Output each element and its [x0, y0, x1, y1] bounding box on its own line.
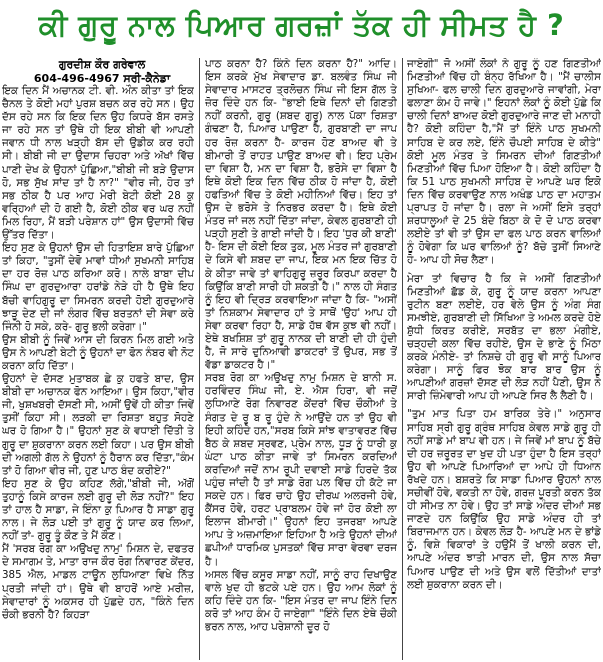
- byline: [32, 58, 172, 85]
- paragraph: ਮੇਰਾ ਤਾਂ ਵਿਚਾਰ ਹੈ ਕਿ ਜੇ ਅਸੀਂ ਗਿਣਤੀਆਂ ਮਿਣਤੀਆਂ ਛੱਡ ਕੇ, ਗੁਰੂ ਨੂੰ ਯਾਦ ਕਰਨਾ ਆਪਣਾ ਰੁਟੀਨ ਬਣਾ ਲਈਏ, ਹਰ ਵੇਲੇ ਉਸ ਨੂੰ ਅੰਗ ਸੰਗ ਸਮਝੀਏ, ਗੁਰਬਾਣੀ ਦੀ ਸਿੱਖਿਆ ਤੇ ਅਮਲ ਕਰਦੇ ਹੋਏ ਸ਼ੁੱਧੀ ਕਿਰਤ ਕਰੀਏ, ਸਰਬੱਤ ਦਾ ਭਲਾ ਮੰਗੀਏ, ਚੜ੍ਹਦੀ ਕਲਾ ਵਿੱਚ ਰਹੀਏ, ਉਸ ਦੇ ਭਾਣੇ ਨੂੰ ਮਿੱਠਾ ਕਰਕੇ ਮੰਨੀਏ- ਤਾਂ ਨਿਸ਼ਚੇ ਹੀ ਗੁਰੂ ਵੀ ਸਾਨੂੰ ਪਿਆਰ ਕਰੇਗਾ। ਸਾਨੂੰ ਫਿਰ ਝੋਕ ਬਾਰ ਬਾਰ ਉਸ ਨੂੰ ਆਪਣੀਆਂ ਗਰਜ਼ਾਂ ਦੱਸਣ ਦੀ ਲੋੜ ਨਹੀਂ ਪੈਣੀ, ਉਸ ਨੇ ਸਾਰੀ ਜ਼ਿੰਮੇਵਾਰੀ ਆਪ ਹੀ ਆਪਣੇ ਸਿਰ ਲੈ ਲੈਣੀ ਹੈ।: [407, 272, 601, 403]
- paragraph: ਅਸਲ ਵਿੱਚ ਕਸੂਰ ਸਾਡਾ ਨਹੀਂ, ਸਾਨੂੰ ਰਾਹ ਦਿਖਾਉਣ ਵਾਲੇ ਖੁਦ ਹੀ ਭਟਕੇ ਪਏ ਹਨ। ਉਹ ਆਮ ਲੋਕਾਂ ਨੂੰ ਕਹਿ ਦਿੰਦੇ ਹਨ ਕਿ- "ਇਸ ਮੰਤਰ ਦਾ ਜਾਪ ਇੰਨੇ ਦਿਨ ਕਰੋ ਤਾਂ ਆਹ ਕੰਮ ਹੋ ਜਾਏਗਾ" "ਇੰਨੇ ਦਿਨ ਏਥੇ ਚੌਕੀ ਭਰਨ ਨਾਲ, ਆਹ ਪਰੇਸ਼ਾਨੀ ਦੂਰ ਹੋ: [205, 568, 397, 634]
- column-3: [407, 58, 601, 660]
- paragraph: ਪਾਠ ਕਰਨਾ ਹੈ? ਕਿੰਨੇ ਦਿਨ ਕਰਨਾ ਹੈ?" ਆਦਿ। ਇਸ ਕਰਕੇ ਮੁੱਖ ਸੇਵਾਦਾਰ ਡਾ. ਬਲਵੰਤ ਸਿੰਘ ਜੀ ਸੇਵਾਦਾਰ ਮਾਸਟਰ ਤ੍ਰਲੋਚਨ ਸਿੰਘ ਜੀ ਇਸ ਗੱਲ ਤੇ ਜ਼ੋਰ ਦਿੰਦੇ ਹਨ ਕਿ- "ਭਾਈ ਇਥੇ ਦਿਨਾਂ ਦੀ ਗਿਣਤੀ ਨਹੀਂ ਕਰਨੀ, ਗੁਰੂ (ਸ਼ਬਦ ਗੁਰੂ) ਨਾਲ ਪੱਕਾ ਰਿਸ਼ਤਾ ਗੰਢਣਾ ਹੈ, ਪਿਆਰ ਪਾਉਣਾ ਹੈ, ਗੁਰਬਾਣੀ ਦਾ ਜਾਪ ਹਰ ਰੋਜ਼ ਕਰਨਾ ਹੈ- ਕਾਰਜ ਹੋਣ ਬਾਅਦ ਵੀ ਤੇ ਬੀਮਾਰੀ ਤੋਂ ਰਾਹਤ ਪਾਉਣ ਬਾਅਦ ਵੀ। ਇਹ ਪ੍ਰੇਮ ਦਾ ਵਿਸ਼ਾ ਹੈ, ਮਨ ਦਾ ਵਿਸ਼ਾ ਹੈ, ਭਰੋਸੇ ਦਾ ਵਿਸ਼ਾ ਹੈ ਇਥੇ ਕੋਈ ਇਕ ਦਿਨ ਵਿੱਚ ਠੀਕ ਹੋ ਜਾਂਦਾ ਹੈ, ਕੋਈ ਹਫਤਿਆਂ ਵਿੱਚ ਤੇ ਕੋਈ ਮਹੀਨਿਆਂ ਵਿੱਚ। ਇਹ ਤਾਂ ਉਸ ਦੇ ਭਰੋਸੇ ਤੇ ਨਿਰਭਰ ਕਰਦਾ ਹੈ। ਇਥੇ ਕੋਈ ਮੰਤਰ ਜਾਂ ਜਲ ਨਹੀਂ ਦਿੱਤਾ ਜਾਂਦਾ, ਕੇਵਲ ਗੁਰਬਾਣੀ ਹੀ ਪੜ੍ਹੀ ਸੁਣੀ ਤੇ ਗਾਈ ਜਾਂਦੀ ਹੈ। ਇਹ 'ਧੁਰ ਕੀ ਬਾਣੀ' ਹੈ- ਇਸ ਦੀ ਕੋਈ ਇਕ ਤੁਕ, ਮੂਲ ਮੰਤਰ ਜਾਂ ਗੁਰਬਾਣੀ ਦੇ ਕਿਸੇ ਵੀ ਸ਼ਬਦ ਦਾ ਜਾਪ, ਇਕ ਮਨ ਇਕ ਚਿੱਤ ਹੋ ਕੇ ਕੀਤਾ ਜਾਵੇ ਤਾਂ ਵਾਹਿਗੁਰੂ ਜ਼ਰੂਰ ਕਿਰਪਾ ਕਰਦਾ ਹੈ ਕਿਉਂਕਿ ਬਾਣੀ ਸਾਰੀ ਹੀ ਸ਼ਕਤੀ ਹੈ।" ਨਾਲ ਹੀ ਸੰਗਤ ਨੂੰ ਇਹ ਵੀ ਦ੍ਰਿੜ ਕਰਵਾਇਆ ਜਾਂਦਾ ਹੈ ਕਿ- "ਅਸੀਂ ਤਾਂ ਨਿਸ਼ਕਾਮ ਸੇਵਾਦਾਰ ਹਾਂ ਤੇ ਸਾਥੋਂ 'ਉਹ' ਆਪ ਹੀ ਸੇਵਾ ਕਰਵਾ ਰਿਹਾ ਹੈ, ਸਾਡੇ ਹੱਥ ਵੱਸ ਕੁਝ ਵੀ ਨਹੀਂ। ਏਥੇ ਬਖਸ਼ਿਸ਼ ਤਾਂ ਗੁਰੂ ਨਾਨਕ ਦੀ ਬਾਣੀ ਦੀ ਹੀ ਹੁੰਦੀ ਹੈ, ਜੋ ਸਾਰੇ ਦੁਨਿਆਵੀ ਡਾਕਟਰਾਂ ਤੋਂ ਉਪਰ, ਸਭ ਤੋਂ ਵੱਡਾ ਡਾਕਟਰ ਹੈ।": [205, 58, 397, 372]
- paragraph: ਉਸ ਬੀਬੀ ਨੂੰ ਜਿਵੇਂ ਆਸ ਦੀ ਕਿਰਨ ਮਿਲ ਗਈ ਅਤੇ ਉਸ ਨੇ ਆਪਣੀ ਬੇਟੀ ਨੂੰ ਉਹਨਾਂ ਦਾ ਫੋਨ ਨੰਬਰ ਵੀ ਨੋਟ ਕਰਨਾ ਕਹਿ ਦਿੱਤਾ।: [2, 333, 194, 372]
- article-headline: ਕੀ ਗੁਰੂ ਨਾਲ ਪਿਆਰ ਗਰਜ਼ਾਂ ਤੱਕ ਹੀ ਸੀਮਤ ਹੈ ?: [38, 8, 565, 42]
- byline-phone: 604-496-4967 ਸਰੀ-ਕੈਨੇਡਾ: [33, 71, 171, 85]
- paragraph: ਉਹਨਾਂ ਦੇ ਦੱਸਣ ਮੁਤਾਬਕ ਛੇ ਕੁ ਹਫਤੇ ਬਾਦ, ਉਸ ਬੀਬੀ ਦਾ ਅਚਾਨਕ ਫੋਨ ਆਇਆ। ਉਸ ਕਿਹਾ,"ਵੀਰ ਜੀ, ਖੁਸ਼ਖਬਰੀ ਦੱਸਣੀ ਸੀ, ਅਸੀਂ ਉਵੇਂ ਹੀ ਕੀਤਾ ਜਿਵੇਂ ਤੁਸੀਂ ਕਿਹਾ ਸੀ। ਲੜਕੀ ਦਾ ਰਿਸ਼ਤਾ ਬਹੁਤ ਸੋਹਣੇ ਘਰ ਹੋ ਗਿਆ ਹੈ।" ਉਹਨਾਂ ਸੁਣ ਕੇ ਵਧਾਈ ਦਿੱਤੀ ਤੇ ਗੁਰੂ ਦਾ ਸ਼ੁਕਰਾਨਾ ਕਰਨ ਲਈ ਕਿਹਾ। ਪਰ ਉਸ ਬੀਬੀ ਦੀ ਅਗਲੀ ਗੱਲ ਨੇ ਉਹਨਾਂ ਨੂੰ ਹੈਰਾਨ ਕਰ ਦਿੱਤਾ,"ਕੰਮ ਤਾਂ ਹੋ ਗਿਆ ਵੀਰ ਜੀ, ਹੁਣ ਪਾਠ ਬੰਦ ਕਰੀਏ?": [2, 373, 194, 477]
- column-divider: [402, 58, 403, 660]
- paragraph: ਮੈਂ 'ਸਰਬ ਰੋਗ ਕਾ ਅਉਖਦੁ ਨਾਮੁ' ਮਿਸ਼ਨ ਦੇ, ਦਫਤਰ ਦੇ ਸਮਾਗਮ ਤੇ, ਮਾਤਾ ਰਾਜ ਕੌਰ ਰੋਗ ਨਿਵਾਰਣ ਕੇਂਦਰ, 385 ਐਲ, ਮਾਡਲ ਟਾਊਨ ਲੁਧਿਆਣਾ ਵਿਖੇ ਨਿੱਤ ਪ੍ਰਤੀ ਜਾਂਦੀ ਹਾਂ। ਉਥੇ ਵੀ ਬਾਹਰੋਂ ਆਏ ਮਰੀਜ਼, ਸੇਵਾਦਾਰਾਂ ਨੂੰ ਅਕਸਰ ਹੀ ਪੁੱਛਦੇ ਹਨ, "ਕਿੰਨੇ ਦਿਨ ਚੌਕੀ ਭਰਨੀ ਹੈ? ਕਿਹੜਾ: [2, 543, 194, 621]
- paragraph: ਜਾਏਗੀ" ਜੋ ਅਸੀਂ ਲੋਕਾਂ ਨੇ ਗੁਰੂ ਨੂੰ ਹਣ ਗਿਣਤੀਆਂ ਮਿਣਤੀਆਂ ਵਿੱਚ ਹੀ ਬੰਨ੍ਹ ਰੱਖਿਆ ਹੈ। "ਮੈਂ ਚਾਲੀਸ ਸੁਖਿਆ- ਫਲ ਚਾਲੀ ਦਿਨ ਗੁਰਦੁਆਰੇ ਜਾਵਾਂਗੀ, ਮੇਰਾ ਫਲਾਣਾ ਕੰਮ ਹੋ ਜਾਵੇ।" ਇਹਨਾਂ ਲੋਕਾਂ ਨੂੰ ਕੋਈ ਪੁੱਛੇ ਕਿ ਚਾਲੀ ਦਿਨਾਂ ਬਾਅਦ ਕੋਈ ਗੁਰਦੁਆਰੇ ਜਾਣ ਦੀ ਮਨਾਹੀ ਹੈ? ਕੋਈ ਕਹਿੰਦਾ ਹੈ,"ਮੈਂ ਤਾਂ ਇੰਨੇ ਪਾਠ ਸੁਖਮਨੀ ਸਾਹਿਬ ਦੇ ਕਰ ਲਏ, ਇੰਨੇ ਚੌਪਈ ਸਾਹਿਬ ਦੇ ਕੀਤੇ" ਕੋਈ ਮੂਲ ਮੰਤਰ ਤੇ ਸਿਮਰਨ ਦੀਆਂ ਗਿਣਤੀਆਂ ਮਿਣਤੀਆਂ ਵਿੱਚ ਪਿਆ ਹੋਇਆ ਹੈ। ਕੋਈ ਕਹਿੰਦਾ ਹੈ ਕਿ 51 ਪਾਠ ਸੁਖਮਨੀ ਸਾਹਿਬ ਦੇ ਆਪਣੇ ਘਰ ਇਕੋ ਦਿਨ ਵਿੱਚ ਕਰਵਾਉਣ ਨਾਲ ਅਖੰਡ ਪਾਠ ਦਾ ਮਹਾਤਮ ਪ੍ਰਾਪਤ ਹੋ ਜਾਂਦਾ ਹੈ। ਰਲਾ ਜੇ ਅਸੀਂ ਇਸੇ ਤਰ੍ਹਾਂ ਸ਼ਰਧਾਲੂਆਂ ਦੇ 25 ਬੰਦੇ ਬਿਠਾ ਕੇ ਦੋ ਦੋ ਪਾਠ ਕਰਵਾ ਲਈਏ ਤਾਂ ਵੀ ਤਾਂ ਉਸ ਦਾ ਫਲ ਪਾਠ ਕਰਨ ਵਾਲਿਆਂ ਨੂੰ ਹੋਵੇਗਾ ਕਿ ਘਰ ਵਾਲਿਆਂ ਨੂੰ? ਬੱਚੇ ਤੁਸੀਂ ਸਿਆਣੇ ਹੋ- ਆਪ ਹੀ ਸੋਚ ਲੈਣਾ।: [407, 58, 601, 267]
- byline-author: ਗੁਰਦੀਸ਼ ਕੌਰ ਗਰੇਵਾਲ: [58, 58, 146, 71]
- column-2: [205, 58, 397, 660]
- paragraph: ਇਹ ਸੁਣ ਕੇ ਉਹ ਕਹਿਣ ਲੱਗੇ,"ਬੀਬੀ ਜੀ, ਅੱਗੋਂ ਤੁਹਾਨੂੰ ਕਿਸੇ ਕਾਰਜ ਲਈ ਗੁਰੂ ਦੀ ਲੋੜ ਨਹੀਂ?" ਇਹ ਤਾਂ ਹਾਲ ਹੈ ਸਾਡਾ, ਜੇ ਇੰਨਾ ਕੁ ਪਿਆਰ ਹੈ ਸਾਡਾ ਗੁਰੂ ਨਾਲ। ਜੇ ਲੋੜ ਪਈ ਤਾਂ ਗੁਰੂ ਨੂੰ ਯਾਦ ਕਰ ਲਿਆ, ਨਹੀਂ ਤਾਂ- ਗੁਰੂ ਤੂੰ ਕੌਣ ਤੇ ਮੈਂ ਕੌਣ।: [2, 477, 194, 543]
- column-1: [2, 58, 194, 660]
- paragraph: ਇਹ ਸੁਣ ਕੇ ਉਹਨਾਂ ਉਸ ਦੀ ਹਿਤਾਇਸ਼ ਬਾਰੇ ਪੁੱਛਿਆ ਤਾਂ ਕਿਹਾ, "ਤੁਸੀਂ ਦੇਵੋ ਮਾਵਾਂ ਧੀਆਂ ਸੁਖਮਨੀ ਸਾਹਿਬ ਦਾ ਹਰ ਰੋਜ਼ ਪਾਠ ਕਰਿਆ ਕਰੋ। ਨਾਲੇ ਬਾਬਾ ਦੀਪ ਸਿੰਘ ਦਾ ਗੁਰਦੁਆਰਾ ਹਰਾਂਡੇ ਨੇੜੇ ਹੀ ਹੈ ਉਥੇ ਇਹ ਬੱਚੀ ਵਾਹਿਗੁਰੂ ਦਾ ਸਿਮਰਨ ਕਰਦੀ ਹੋਈ ਗੁਰਦੁਆਰੇ ਝਾੜੂ ਦੇਣ ਦੀ ਜਾਂ ਲੰਗਰ ਵਿੱਚ ਬਰਤਨਾਂ ਦੀ ਸੇਵਾ ਕਰੇ ਜਿੰਨੀ ਹੋ ਸਕੇ, ਕਰੇ- ਗੁਰੂ ਭਲੀ ਕਰੇਗਾ।": [2, 242, 194, 333]
- paragraph: "ਤੁਮ ਮਾਤ ਪਿਤਾ ਹਮ ਬਾਰਿਕ ਤੇਰੇ।" ਅਨੁਸਾਰ ਸਾਹਿਬ ਸ੍ਰੀ ਗੁਰੂ ਗ੍ਰੰਥ ਸਾਹਿਬ ਕੇਵਲ ਸਾਡੇ ਗੁਰੂ ਹੀ ਨਹੀਂ ਸਾਡੇ ਮਾਂ ਬਾਪ ਵੀ ਹਨ। ਜੇ ਜਿਵੇਂ ਮਾਂ ਬਾਪ ਨੂੰ ਬੱਚੇ ਦੀ ਹਰ ਜ਼ਰੂਰਤ ਦਾ ਖੁਦ ਹੀ ਪਤਾ ਹੁੰਦਾ ਹੈ ਇਸ ਤਰ੍ਹਾਂ ਉਹ ਵੀ ਆਪਣੇ ਪਿਆਰਿਆਂ ਦਾ ਆਪੇ ਹੀ ਧਿਆਨ ਰੱਖਦੇ ਹਨ। ਬਸ਼ਰਤੇ ਕਿ ਸਾਡਾ ਪਿਆਰ ਉਹਨਾਂ ਨਾਲ ਸਚੀਵੀਂ ਹੋਵੇ, ਵਕਤੀ ਨਾ ਹੋਵੇ, ਗਰਜ਼ ਪੂਰਤੀ ਕਰਨ ਤੱਕ ਹੀ ਸੀਮਤ ਨਾ ਹੋਵੇ। ਉਹ ਤਾਂ ਸਾਡੇ ਅੰਦਰ ਦੀਆਂ ਸਭ ਜਾਣਦੇ ਹਨ ਕਿਉਂਕਿ ਉਹ ਸਾਡੇ ਅੰਦਰ ਹੀ ਤਾਂ ਬਿਰਾਜਮਾਨ ਹਨ। ਕੇਵਲ ਲੋੜ ਹੈ- ਆਪਣੇ ਮਨ ਦੇ ਭਾਂਡੇ ਨੂੰ, ਵਿਸ਼ੇ ਵਿਕਾਰਾਂ ਤੇ ਹਉਮੈਂ ਤੋਂ ਖਾਲੀ ਕਰਨ ਦੀ, ਆਪਣੇ ਅੰਦਰ ਝਾਤੀ ਮਾਰਨ ਦੀ, ਉਸ ਨਾਲ ਸੱਚਾ ਪਿਆਰ ਪਾਉਣ ਦੀ ਅਤੇ ਉਸ ਵਲੋਂ ਦਿੱਤੀਆਂ ਦਾਤਾਂ ਲਈ ਸ਼ੁਕਰਾਨਾ ਕਰਨ ਦੀ।: [407, 408, 601, 591]
- column-divider: [199, 58, 200, 660]
- paragraph: ਸਰਬ ਰੋਗ ਕਾ ਅਉਖਦੁ ਨਾਮੁ ਮਿਸ਼ਨ ਦੇ ਬਾਨੀ ਸ. ਹਰਵਿੰਦਰ ਸਿੰਘ ਜੀ, ਏ. ਐਸ ਹਿਰਾ, ਵੀ ਜਦੋਂ ਲੁਧਿਆਣੇ ਰੋਗ ਨਿਵਾਰਣ ਕੇਂਦਰਾਂ ਵਿੱਚ ਚੌਕੀਆਂ ਤੇ ਸੰਗਤ ਦੇ ਰੂ ਬ ਰੂ ਹੁੰਦੇ ਨੇ ਆਉਂਦੇ ਹਨ ਤਾਂ ਉਹ ਵੀ ਇਹੀ ਕਹਿੰਦੇ ਹਨ,"ਸਰਬ ਕਿਸੇ ਸਾਂਝ ਵਾਤਾਵਰਣ ਵਿੱਚ ਬੈਠ ਕੇ ਸ਼ਬਦ ਸ੍ਰਵਣ, ਪ੍ਰੇਮ ਨਾਲ, ਧੂੜ ਨੂੰ ਧਾਰੀ ਕੁ ਘੰਟਾ ਪਾਠ ਕੀਤਾ ਜਾਵੇ ਤਾਂ ਸਿਮਰਨ ਕਰਦਿਆਂ ਕਰਦਿਆਂ ਜਦੋਂ ਨਾਮ ਰੂਪੀ ਦਵਾਈ ਸਾਡੇ ਹਿਰਦੇ ਤੱਕ ਪਹੁੰਚ ਜਾਂਦੀ ਹੈ ਤਾਂ ਸਾਡੇ ਰੋਗ ਪਲ ਵਿੱਚ ਹੀ ਕੱਟੇ ਜਾ ਸਕਦੇ ਹਨ। ਫਿਰ ਚਾਹੇ ਉਹ ਦੀਰਘ ਅਲਰਜੀ ਹੋਵੇ, ਕੈਂਸਰ ਹੋਵੇ, ਹਰਟ ਪ੍ਰਾਬਲਮ ਹੋਵੇ ਜਾਂ ਹੋਰ ਕੋਈ ਲਾ ਇਲਾਜ ਬੀਮਾਰੀ।" ਉਹਨਾਂ ਇਹ ਤਜਰਬਾ ਆਪਣੇ ਆਪ ਤੇ ਅਜ਼ਮਾਇਆ ਇਹਿਆ ਹੈ ਅਤੇ ਉਹਨਾਂ ਦੀਆਂ ਛਪੀਆਂ ਧਾਰਮਿਕ ਪੁਸਤਕਾਂ ਵਿੱਚ ਸਾਰਾ ਵੇਰਵਾ ਦਰਜ ਹੈ।: [205, 372, 397, 568]
- article-body: [2, 58, 601, 660]
- paragraph: ਇਕ ਦਿਨ ਮੈਂ ਅਚਾਨਕ ਟੀ. ਵੀ. ਔਨ ਕੀਤਾ ਤਾਂ ਇਕ ਚੈਨਲ ਤੇ ਕੋਈ ਮਹਾਂ ਪੁਰਸ਼ ਬਚਨ ਕਰ ਰਹੇ ਸਨ। ਉਹ ਦੱਸ ਰਹੇ ਸਨ ਕਿ ਇਕ ਦਿਨ ਉਹ ਕਿਧਰੇ ਬੱਸ ਰਸਤੇ ਜਾ ਰਹੇ ਸਨ ਤਾਂ ਉਥੇ ਹੀ ਇਕ ਬੀਬੀ ਵੀ ਆਪਣੀ ਜਵਾਨ ਧੀ ਨਾਲ ਖੜ੍ਹੀ ਬੱਸ ਦੀ ਉਡੀਕ ਕਰ ਰਹੀ ਸੀ। ਬੀਬੀ ਜੀ ਦਾ ਉਦਾਸ ਚਿਹਰਾ ਅਤੇ ਅੱਖਾਂ ਵਿੱਚ ਪਾਣੀ ਦੇਖ ਕੇ ਉਹਨਾਂ ਪੁੱਛਿਆ,"ਬੀਬੀ ਜੀ ਬੜੇ ਉਦਾਸ ਹੋ, ਸਭ ਸੁੱਖ ਸਾਂਦ ਤਾਂ ਹੈ ਨਾ?" "ਵੀਰ ਜੀ, ਹੋਰ ਤਾਂ ਸਭ ਠੀਕ ਹੈ ਪਰ ਆਹ ਮੇਰੀ ਬੇਟੀ ਕੋਈ 28 ਕੁ ਵਰ੍ਹਿਆਂ ਦੀ ਹੋ ਗਈ ਹੈ, ਕੋਈ ਠੀਕ ਵਰ ਘਰ ਨਹੀਂ ਮਿਲ ਰਿਹਾ, ਮੈਂ ਬੜੀ ਪਰੇਸ਼ਾਨ ਹਾਂ" ਉਸ ਉਦਾਸੀ ਵਿੱਚ ਉੱਤਰ ਦਿੱਤਾ।: [2, 85, 194, 242]
